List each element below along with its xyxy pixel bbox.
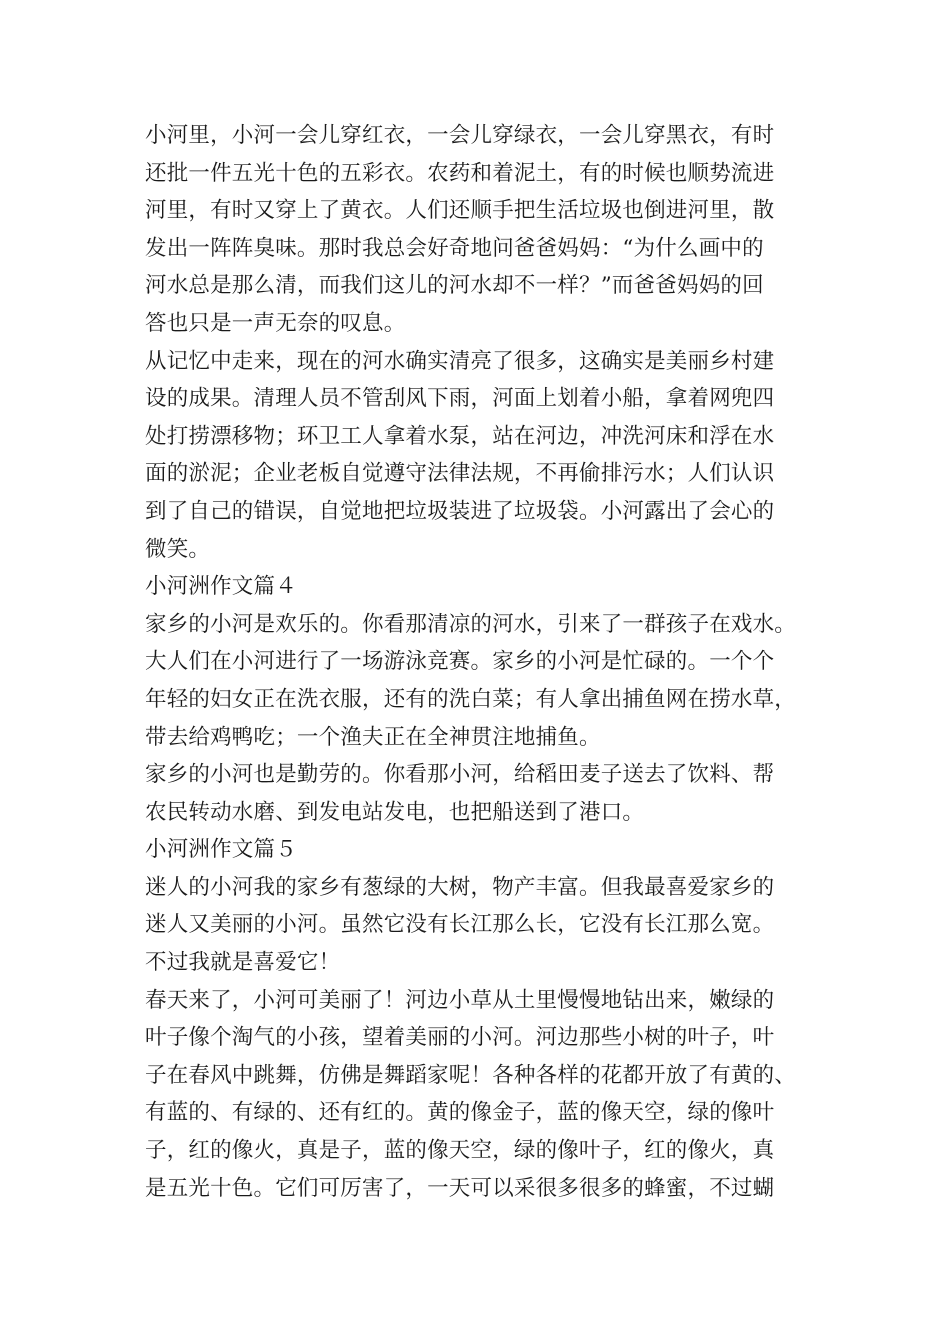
text-line: 河里，有时又穿上了黄衣。人们还顺手把生活垃圾也倒进河里，散: [145, 198, 775, 224]
text-line: 小河里，小河一会儿穿红衣，一会儿穿绿衣，一会儿穿黑衣，有时: [145, 123, 775, 148]
text-line: 还批一件五光十色的五彩衣。农药和着泥土，有的时候也顺势流进: [145, 160, 775, 186]
text-line: 农民转动水磨、到发电站发电，也把船送到了港口。: [145, 799, 645, 825]
document-body: [145, 117, 825, 1207]
text-line: 设的成果。清理人员不管刮风下雨，河面上划着小船，拿着网兜四: [145, 386, 775, 412]
text-line: 有蓝的、有绿的、还有红的。黄的像金子，蓝的像天空，绿的像叶: [145, 1100, 775, 1126]
text-line: 迷人的小河我的家乡有葱绿的大树，物产丰富。但我最喜爱家乡的: [145, 874, 775, 900]
section-heading: 小河洲作文篇４: [145, 574, 297, 600]
text-line: 发出一阵阵臭味。那时我总会好奇地问爸爸妈妈：“为什么画中的: [145, 235, 764, 261]
text-line: 迷人又美丽的小河。虽然它没有长江那么长，它没有长江那么宽。: [145, 912, 775, 938]
text-line: 面的淤泥；企业老板自觉遵守法律法规，不再偷排污水；人们认识: [145, 461, 775, 487]
text-line: 不过我就是喜爱它！: [145, 950, 341, 976]
text-line: 大人们在小河进行了一场游泳竞赛。家乡的小河是忙碌的。一个个: [145, 649, 775, 675]
text-line: 答也只是一声无奈的叹息。: [145, 310, 406, 336]
text-line: 带去给鸡鸭吃；一个渔夫正在全神贯注地捕鱼。: [145, 724, 601, 750]
text-line: 到了自己的错误，自觉地把垃圾装进了垃圾袋。小河露出了会心的: [145, 498, 775, 524]
text-line: 年轻的妇女正在洗衣服，还有的洗白菜；有人拿出捕鱼网在捞水草，: [145, 686, 797, 712]
text-line: 微笑。: [145, 536, 211, 562]
text-line: 子在春风中跳舞，仿佛是舞蹈家呢！各种各样的花都开放了有黄的、: [145, 1062, 797, 1088]
text-line: 春天来了，小河可美丽了！河边小草从土里慢慢地钻出来，嫩绿的: [145, 987, 775, 1013]
text-line: 河水总是那么清，而我们这儿的河水却不一样？”而爸爸妈妈的回: [145, 273, 764, 299]
text-line: 是五光十色。它们可厉害了，一天可以采很多很多的蜂蜜，不过蝴: [145, 1175, 775, 1201]
text-line: 处打捞漂移物；环卫工人拿着水泵，站在河边，冲洗河床和浮在水: [145, 423, 775, 449]
text-line: 叶子像个淘气的小孩，望着美丽的小河。河边那些小树的叶子，叶: [145, 1025, 775, 1051]
text-line: 从记忆中走来，现在的河水确实清亮了很多，这确实是美丽乡村建: [145, 348, 775, 374]
text-line: 家乡的小河是欢乐的。你看那清凉的河水，引来了一群孩子在戏水。: [145, 611, 797, 637]
section-heading: 小河洲作文篇５: [145, 837, 297, 863]
text-line: 子，红的像火，真是子，蓝的像天空，绿的像叶子，红的像火，真: [145, 1138, 775, 1164]
text-line: 家乡的小河也是勤劳的。你看那小河，给稻田麦子送去了饮料、帮: [145, 762, 775, 788]
